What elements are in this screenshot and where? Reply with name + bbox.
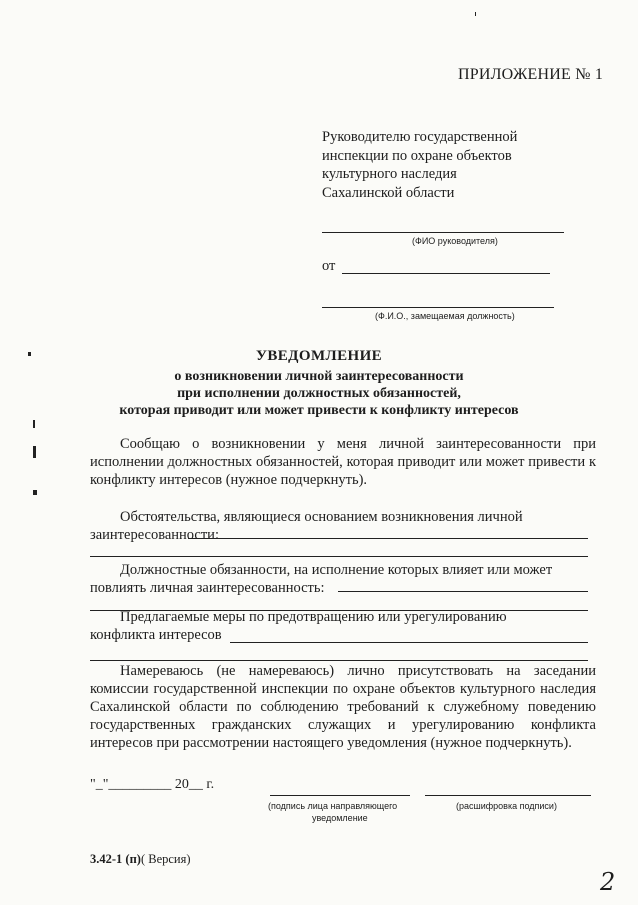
date-field[interactable]: "_"_________ 20__ г.	[90, 777, 215, 792]
from-label: от	[322, 258, 336, 274]
circumstances-field-2[interactable]	[90, 556, 588, 557]
scan-speck	[33, 446, 36, 458]
scan-speck	[475, 12, 476, 16]
measures-field[interactable]	[230, 642, 588, 643]
paragraph-attendance: Намереваюсь (не намереваюсь) лично присутствовать на заседании комиссии государственной инспекции по охране объектов культурного наследия Сахалинской области по соблюдению требований к служебному поведению государственных гражданских служащих и урегулированию конфликта интересов при рассмотрении настоящего уведомления (нужное подчеркнуть).	[90, 663, 596, 751]
signature-caption-2: уведомление	[312, 813, 368, 823]
form-code	[90, 852, 191, 867]
paragraph-duties: Должностные обязанности, на исполнение которых влияет или может повлиять личная заинтересованность:	[90, 562, 553, 596]
scan-speck	[33, 490, 37, 495]
signature-caption: (подпись лица направляющего	[268, 801, 398, 811]
scan-speck	[33, 420, 35, 428]
circumstances-field[interactable]	[188, 538, 588, 539]
addressee-line: культурного наследия	[322, 166, 457, 182]
addressee-line: инспекции по охране объектов	[322, 147, 512, 164]
title-line-3: которая приводит или может привести к конфликту интересов	[119, 403, 519, 418]
paragraph-measures: Предлагаемые меры по предотвращению или урегулированию конфликта интересов	[90, 609, 507, 643]
appendix-label: ПРИЛОЖЕНИЕ № 1	[458, 66, 604, 83]
title-line-1: о возникновении личной заинтересованности	[174, 369, 464, 384]
title-line-2: при исполнении должностных обязанностей,	[177, 386, 461, 401]
sender-name-field[interactable]	[342, 273, 550, 274]
measures-field-2[interactable]	[90, 660, 588, 661]
document-title: УВЕДОМЛЕНИЕ	[255, 348, 383, 364]
paragraph-notice: Сообщаю о возникновении у меня личной заинтересованности при исполнении должностных обязанностей, которая приводит или может привести к конфликту интересов (нужное подчеркнуть).	[90, 436, 596, 488]
decode-caption: (расшифровка подписи)	[456, 801, 557, 811]
duties-field[interactable]	[338, 591, 588, 592]
sender-caption: (Ф.И.О., замещаемая должность)	[375, 311, 515, 321]
addressee-block	[322, 128, 582, 202]
addressee-line: Руководителю государственной	[322, 129, 518, 145]
handwritten-page-number: 2	[600, 868, 616, 896]
head-name-field[interactable]	[322, 232, 564, 233]
paragraph-circumstances: Обстоятельства, являющиеся основанием возникновения личной заинтересованности:	[90, 509, 523, 543]
addressee-line: Сахалинской области	[322, 184, 455, 201]
scan-speck	[28, 352, 31, 356]
signature-decode-field[interactable]	[425, 795, 591, 796]
head-name-caption: (ФИО руководителя)	[412, 236, 498, 246]
form-version: ( Версия)	[140, 852, 191, 866]
signature-field[interactable]	[270, 795, 410, 796]
sender-position-field[interactable]	[322, 307, 554, 308]
form-code-number: 3.42-1 (п)	[90, 852, 141, 866]
